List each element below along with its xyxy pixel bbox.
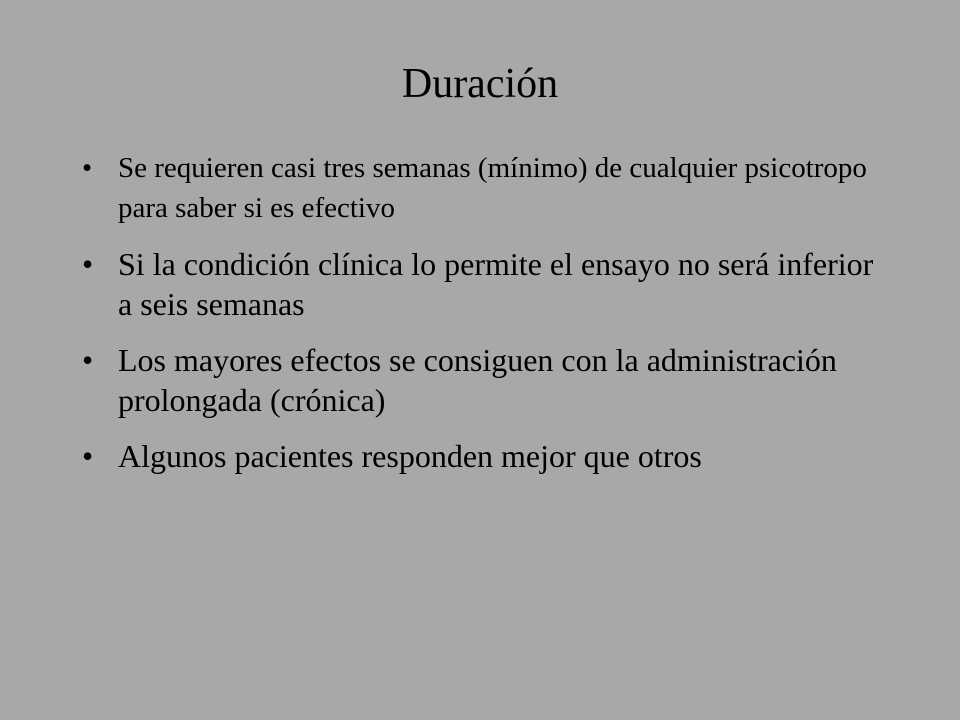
bullet-dot-icon: • <box>82 438 94 474</box>
bullet-list <box>82 148 882 492</box>
bullet-dot-icon: • <box>82 246 94 282</box>
bullet-text: Los mayores efectos se consiguen con la administración prolongada (crónica) <box>118 342 837 418</box>
bullet-text: Algunos pacientes responden mejor que otros <box>118 438 702 474</box>
bullet-item <box>82 148 882 228</box>
slide-title: Duración <box>401 61 559 107</box>
bullet-item <box>82 436 882 476</box>
bullet-dot-icon: • <box>82 152 93 184</box>
bullet-text: Se requieren casi tres semanas (mínimo) de cualquier psicotropo para saber si es efectivo <box>118 152 867 224</box>
bullet-dot-icon: • <box>82 342 94 378</box>
bullet-item <box>82 340 882 420</box>
bullet-item <box>82 244 882 324</box>
bullet-text: Si la condición clínica lo permite el ensayo no será inferior a seis semanas <box>118 246 874 322</box>
